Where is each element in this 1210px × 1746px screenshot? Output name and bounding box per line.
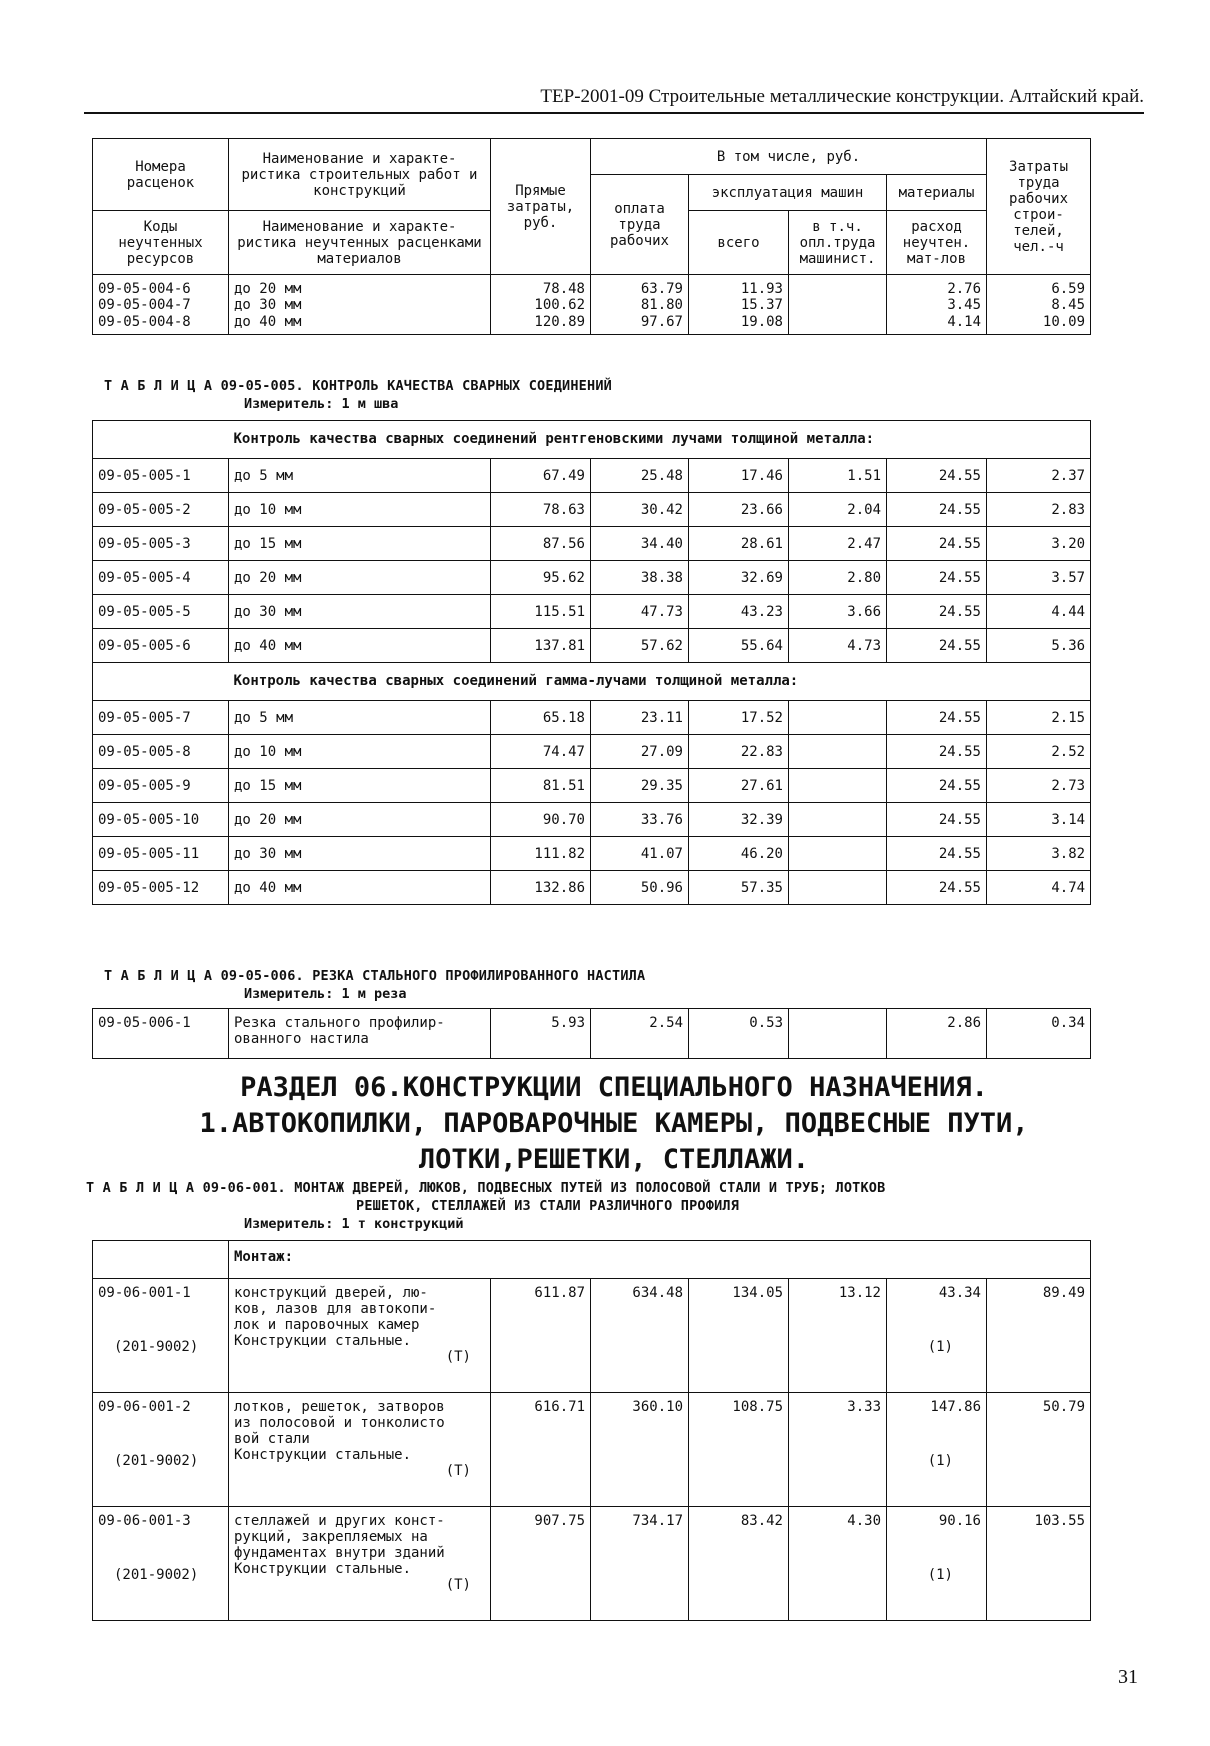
rate-code: 09-05-005-4 [93, 561, 229, 595]
section-heading-line-1: РАЗДЕЛ 06.КОНСТРУКЦИИ СПЕЦИАЛЬНОГО НАЗНАЧЕНИЯ. [240, 1072, 988, 1103]
direct-costs: 87.56 [491, 527, 591, 561]
col-labor-costs: Затраты труда рабочих строи- телей, чел.-ч [987, 139, 1091, 275]
work-name [229, 1279, 491, 1393]
materials: 24.55 [887, 459, 987, 493]
machine-operator-pay [789, 1009, 887, 1059]
direct-costs: 137.81 [491, 629, 591, 663]
table-row [93, 459, 1091, 493]
table-row [93, 314, 1091, 335]
materials: 24.55 [887, 837, 987, 871]
work-name-line: конструкций дверей, лю- [234, 1285, 428, 1301]
resource-name: Конструкции стальные. [234, 1447, 412, 1463]
rates-table-09-05-006 [92, 1008, 1091, 1059]
materials: 43.34 [938, 1285, 981, 1301]
table-row [93, 561, 1091, 595]
labor-costs: 2.83 [987, 493, 1091, 527]
machine-total: 11.93 [689, 275, 789, 298]
rate-code: 09-05-004-6 [93, 275, 229, 298]
col-unaccounted-materials: расход неучтен. мат-лов [887, 211, 987, 275]
direct-costs: 115.51 [491, 595, 591, 629]
worker-pay: 734.17 [591, 1507, 689, 1621]
machine-operator-pay [789, 314, 887, 335]
machine-total: 32.69 [689, 561, 789, 595]
materials-cell [887, 1393, 987, 1507]
worker-pay: 41.07 [591, 837, 689, 871]
worker-pay: 81.80 [591, 297, 689, 314]
materials: 24.55 [887, 871, 987, 905]
resource-code: (201-9002) [114, 1567, 199, 1583]
direct-costs: 100.62 [491, 297, 591, 314]
worker-pay: 23.11 [591, 701, 689, 735]
machine-operator-pay: 4.73 [789, 629, 887, 663]
worker-pay: 38.38 [591, 561, 689, 595]
materials: 24.55 [887, 735, 987, 769]
rate-code: 09-05-005-7 [93, 701, 229, 735]
materials: 24.55 [887, 803, 987, 837]
section-heading-line-2: 1.АВТОКОПИЛКИ, ПАРОВАРОЧНЫЕ КАМЕРЫ, ПОДВЕСНЫЕ ПУТИ, [199, 1108, 1029, 1139]
col-work-name: Наименование и характе- ристика строительных работ и конструкций [229, 139, 491, 211]
materials: 2.76 [887, 275, 987, 298]
work-name: до 30 мм [229, 297, 491, 314]
machine-operator-pay: 2.80 [789, 561, 887, 595]
labor-costs: 8.45 [987, 297, 1091, 314]
machine-operator-pay: 4.30 [789, 1507, 887, 1621]
resource-code: (201-9002) [114, 1453, 199, 1469]
subsection-gamma: Контроль качества сварных соединений гамма-лучами толщиной металла: [229, 663, 1091, 701]
labor-costs: 10.09 [987, 314, 1091, 335]
worker-pay: 25.48 [591, 459, 689, 493]
col-machine-total: всего [689, 211, 789, 275]
machine-total: 43.23 [689, 595, 789, 629]
work-name-line: лок и паровочных камер [234, 1317, 420, 1333]
worker-pay: 33.76 [591, 803, 689, 837]
direct-costs: 132.86 [491, 871, 591, 905]
resource-quantity: (1) [927, 1453, 953, 1469]
machine-total: 19.08 [689, 314, 789, 335]
materials: 4.14 [887, 314, 987, 335]
section-heading-line-3: ЛОТКИ,РЕШЕТКИ, СТЕЛЛАЖИ. [418, 1144, 810, 1175]
machine-operator-pay [789, 701, 887, 735]
worker-pay: 634.48 [591, 1279, 689, 1393]
direct-costs: 907.75 [491, 1507, 591, 1621]
work-name: до 20 мм [229, 561, 491, 595]
table-row [93, 735, 1091, 769]
rate-code: 09-05-005-9 [93, 769, 229, 803]
resource-name: Конструкции стальные. [234, 1561, 412, 1577]
direct-costs: 120.89 [491, 314, 591, 335]
worker-pay: 29.35 [591, 769, 689, 803]
direct-costs: 67.49 [491, 459, 591, 493]
machine-operator-pay: 3.66 [789, 595, 887, 629]
worker-pay: 47.73 [591, 595, 689, 629]
labor-costs: 6.59 [987, 275, 1091, 298]
direct-costs: 5.93 [491, 1009, 591, 1059]
labor-costs: 89.49 [987, 1279, 1091, 1393]
col-machine-operator-pay: в т.ч. опл.труда машинист. [789, 211, 887, 275]
table-row [93, 1393, 1091, 1507]
machine-operator-pay [789, 803, 887, 837]
resource-name: Конструкции стальные. [234, 1333, 412, 1349]
table-row [93, 297, 1091, 314]
machine-operator-pay: 13.12 [789, 1279, 887, 1393]
materials: 24.55 [887, 527, 987, 561]
rate-code-cell [93, 1393, 229, 1507]
direct-costs: 611.87 [491, 1279, 591, 1393]
table-row [93, 1279, 1091, 1393]
labor-costs: 2.37 [987, 459, 1091, 493]
labor-costs: 50.79 [987, 1393, 1091, 1507]
worker-pay: 30.42 [591, 493, 689, 527]
worker-pay: 27.09 [591, 735, 689, 769]
machine-operator-pay: 1.51 [789, 459, 887, 493]
work-name: до 20 мм [229, 275, 491, 298]
machine-total: 28.61 [689, 527, 789, 561]
work-name: до 10 мм [229, 735, 491, 769]
table-caption-09-05-006: Т А Б Л И Ц А 09-05-006. РЕЗКА СТАЛЬНОГО ПРОФИЛИРОВАННОГО НАСТИЛА [104, 968, 646, 984]
table-row [93, 803, 1091, 837]
work-name: до 15 мм [229, 769, 491, 803]
direct-costs: 81.51 [491, 769, 591, 803]
work-name-line: лотков, решеток, затворов [234, 1399, 445, 1415]
rates-table-header [92, 138, 1091, 335]
labor-costs: 3.57 [987, 561, 1091, 595]
resource-unit: (Т) [445, 1463, 471, 1479]
machine-total: 55.64 [689, 629, 789, 663]
work-name: до 40 мм [229, 629, 491, 663]
direct-costs: 616.71 [491, 1393, 591, 1507]
materials: 3.45 [887, 297, 987, 314]
work-name: до 5 мм [229, 701, 491, 735]
measure-unit-09-05-006: Измеритель: 1 м реза [244, 986, 407, 1002]
work-name [229, 1009, 491, 1059]
rate-code: 09-05-005-5 [93, 595, 229, 629]
labor-costs: 2.73 [987, 769, 1091, 803]
table-row [93, 493, 1091, 527]
subsection-title: Монтаж: [229, 1241, 1091, 1279]
machine-operator-pay: 2.04 [789, 493, 887, 527]
work-name-line: ков, лазов для автокопи- [234, 1301, 437, 1317]
machine-total: 57.35 [689, 871, 789, 905]
work-name [229, 1393, 491, 1507]
materials-cell [887, 1279, 987, 1393]
materials: 24.55 [887, 769, 987, 803]
table-caption-09-05-005: Т А Б Л И Ц А 09-05-005. КОНТРОЛЬ КАЧЕСТВА СВАРНЫХ СОЕДИНЕНИЙ [104, 378, 612, 394]
worker-pay: 97.67 [591, 314, 689, 335]
direct-costs: 65.18 [491, 701, 591, 735]
materials: 2.86 [887, 1009, 987, 1059]
col-resource-codes: Коды неучтенных ресурсов [93, 211, 229, 275]
table-caption-09-06-001-cont: РЕШЕТОК, СТЕЛЛАЖЕЙ ИЗ СТАЛИ РАЗЛИЧНОГО ПРОФИЛЯ [356, 1198, 740, 1214]
measure-unit-09-05-005: Измеритель: 1 м шва [244, 396, 399, 412]
labor-costs: 5.36 [987, 629, 1091, 663]
work-name: до 5 мм [229, 459, 491, 493]
rate-code: 09-05-005-10 [93, 803, 229, 837]
labor-costs: 3.14 [987, 803, 1091, 837]
table-row [93, 871, 1091, 905]
rates-table-09-05-005 [92, 420, 1091, 905]
direct-costs: 90.70 [491, 803, 591, 837]
machine-total: 108.75 [689, 1393, 789, 1507]
machine-operator-pay: 2.47 [789, 527, 887, 561]
materials: 24.55 [887, 701, 987, 735]
machine-operator-pay [789, 769, 887, 803]
machine-total: 46.20 [689, 837, 789, 871]
work-name-line: стеллажей и других конст- [234, 1513, 445, 1529]
table-row [93, 275, 1091, 298]
work-name-line: из полосовой и тонколисто [234, 1415, 445, 1431]
machine-operator-pay [789, 275, 887, 298]
machine-total: 17.46 [689, 459, 789, 493]
resource-code: (201-9002) [114, 1339, 199, 1355]
materials: 90.16 [938, 1513, 981, 1529]
labor-costs: 2.52 [987, 735, 1091, 769]
rate-code: 09-05-005-11 [93, 837, 229, 871]
machine-total: 0.53 [689, 1009, 789, 1059]
machine-total: 134.05 [689, 1279, 789, 1393]
work-name: до 40 мм [229, 314, 491, 335]
work-name: до 10 мм [229, 493, 491, 527]
col-including: В том числе, руб. [591, 139, 987, 175]
page-number: 31 [1118, 1666, 1138, 1688]
running-header: ТЕР-2001-09 Строительные металлические конструкции. Алтайский край. [540, 86, 1144, 107]
rate-code-cell [93, 1507, 229, 1621]
machine-operator-pay [789, 735, 887, 769]
rate-code: 09-05-005-8 [93, 735, 229, 769]
materials: 147.86 [930, 1399, 981, 1415]
machine-total: 83.42 [689, 1507, 789, 1621]
worker-pay: 57.62 [591, 629, 689, 663]
materials: 24.55 [887, 595, 987, 629]
resource-unit: (Т) [445, 1349, 471, 1365]
labor-costs: 3.20 [987, 527, 1091, 561]
rate-code: 09-05-005-2 [93, 493, 229, 527]
work-name: до 30 мм [229, 837, 491, 871]
rate-code: 09-06-001-1 [98, 1285, 191, 1301]
rate-code: 09-06-001-3 [98, 1513, 191, 1529]
work-name: до 40 мм [229, 871, 491, 905]
materials: 24.55 [887, 629, 987, 663]
machine-total: 17.52 [689, 701, 789, 735]
materials-cell [887, 1507, 987, 1621]
table-caption-09-06-001: Т А Б Л И Ц А 09-06-001. МОНТАЖ ДВЕРЕЙ, ЛЮКОВ, ПОДВЕСНЫХ ПУТЕЙ ИЗ ПОЛОСОВОЙ СТАЛИ И ТРУБ; ЛОТКОВ [86, 1180, 886, 1196]
machine-total: 32.39 [689, 803, 789, 837]
direct-costs: 74.47 [491, 735, 591, 769]
worker-pay: 34.40 [591, 527, 689, 561]
table-row [93, 769, 1091, 803]
work-name-line: фундаментах внутри зданий [234, 1545, 445, 1561]
col-direct-costs: Прямые затраты, руб. [491, 139, 591, 275]
rate-code: 09-05-004-8 [93, 314, 229, 335]
work-name-line: ованного настила [234, 1031, 369, 1047]
machine-total: 27.61 [689, 769, 789, 803]
rates-table-09-06-001 [92, 1240, 1091, 1621]
table-row [93, 1507, 1091, 1621]
labor-costs: 103.55 [987, 1507, 1091, 1621]
subsection-xray: Контроль качества сварных соединений рентгеновскими лучами толщиной металла: [229, 421, 1091, 459]
direct-costs: 78.63 [491, 493, 591, 527]
rate-code: 09-06-001-2 [98, 1399, 191, 1415]
col-machine-operation: эксплуатация машин [689, 175, 887, 211]
machine-operator-pay [789, 871, 887, 905]
direct-costs: 111.82 [491, 837, 591, 871]
worker-pay: 2.54 [591, 1009, 689, 1059]
col-rate-numbers: Номера расценок [93, 139, 229, 211]
resource-quantity: (1) [927, 1339, 953, 1355]
machine-operator-pay [789, 837, 887, 871]
worker-pay: 360.10 [591, 1393, 689, 1507]
work-name: до 30 мм [229, 595, 491, 629]
materials: 24.55 [887, 493, 987, 527]
table-row [93, 629, 1091, 663]
labor-costs: 2.15 [987, 701, 1091, 735]
rate-code-cell [93, 1279, 229, 1393]
materials: 24.55 [887, 561, 987, 595]
rate-code: 09-05-005-12 [93, 871, 229, 905]
table-row [93, 837, 1091, 871]
labor-costs: 4.44 [987, 595, 1091, 629]
resource-unit: (Т) [445, 1577, 471, 1593]
machine-total: 23.66 [689, 493, 789, 527]
resource-quantity: (1) [927, 1567, 953, 1583]
table-row [93, 1009, 1091, 1059]
rate-code: 09-05-005-6 [93, 629, 229, 663]
col-resource-names: Наименование и характе- ристика неучтенных расценками материалов [229, 211, 491, 275]
table-row [93, 527, 1091, 561]
table-row [93, 595, 1091, 629]
worker-pay: 63.79 [591, 275, 689, 298]
rate-code: 09-05-004-7 [93, 297, 229, 314]
header-rule [84, 112, 1144, 114]
work-name-line: Резка стального профилир- [234, 1015, 445, 1031]
labor-costs: 3.82 [987, 837, 1091, 871]
col-materials: материалы [887, 175, 987, 211]
rate-code: 09-05-005-1 [93, 459, 229, 493]
machine-total: 22.83 [689, 735, 789, 769]
labor-costs: 0.34 [987, 1009, 1091, 1059]
worker-pay: 50.96 [591, 871, 689, 905]
work-name [229, 1507, 491, 1621]
machine-operator-pay: 3.33 [789, 1393, 887, 1507]
table-row [93, 701, 1091, 735]
rate-code: 09-05-006-1 [93, 1009, 229, 1059]
work-name: до 20 мм [229, 803, 491, 837]
work-name-line: рукций, закрепляемых на [234, 1529, 428, 1545]
machine-operator-pay [789, 297, 887, 314]
measure-unit-09-06-001: Измеритель: 1 т конструкций [244, 1216, 464, 1232]
direct-costs: 95.62 [491, 561, 591, 595]
machine-total: 15.37 [689, 297, 789, 314]
labor-costs: 4.74 [987, 871, 1091, 905]
work-name: до 15 мм [229, 527, 491, 561]
work-name-line: вой стали [234, 1431, 310, 1447]
col-worker-pay: оплата труда рабочих [591, 175, 689, 275]
direct-costs: 78.48 [491, 275, 591, 298]
rate-code: 09-05-005-3 [93, 527, 229, 561]
